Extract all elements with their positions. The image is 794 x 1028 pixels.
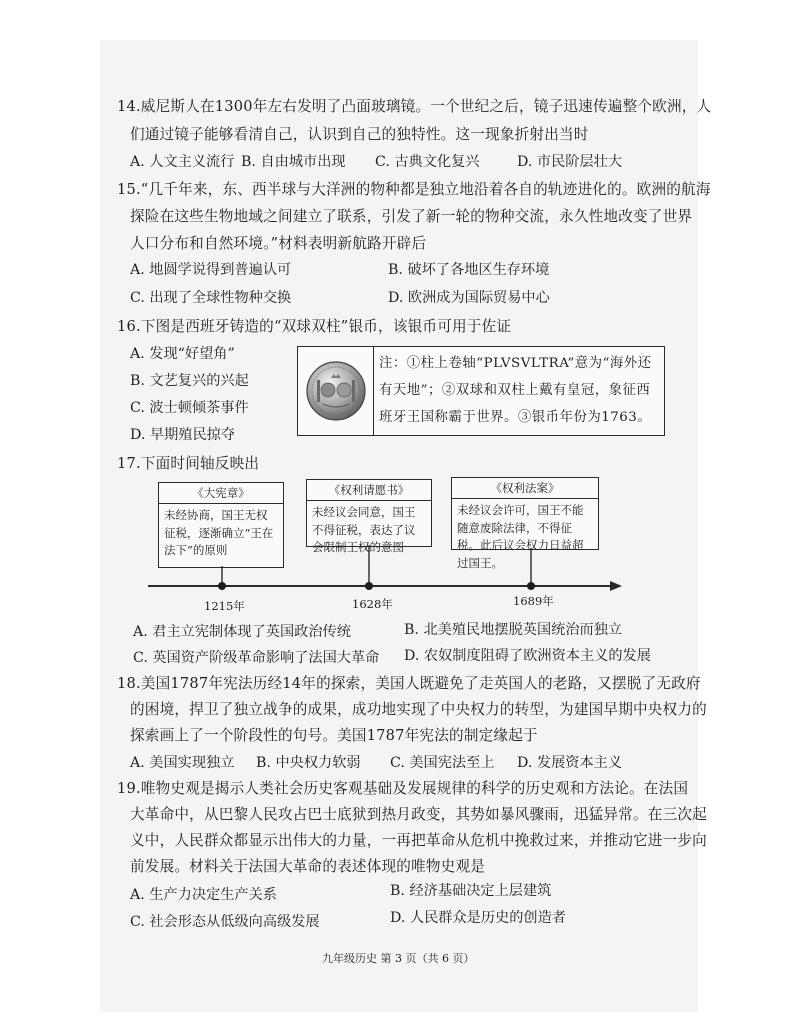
- q17-option-a: A. 君主立宪制体现了英国政治传统: [133, 624, 351, 640]
- timeline-box-body: 未经协商，国王无权征税，逐渐确立“王在法下”的原则: [164, 508, 274, 557]
- timeline-box-petition-of-right: [306, 479, 432, 554]
- q14-stem-line1: 14.威尼斯人在1300年左右发明了凸面玻璃镜。一个世纪之后，镜子迅速传遍整个欧洲，人: [117, 98, 712, 115]
- timeline-box-body: 未经议会许可，国王不能随意废除法律，不得征税。此后议会权力日益超过国王。: [457, 503, 584, 570]
- coin-note-box: [297, 346, 665, 436]
- timeline-box-title: 《大宪章》: [159, 483, 283, 504]
- q15-stem-line1: 15.“几千年来，东、西半球与大洋洲的物种都是独立地沿着各自的轨迹进化的。欧洲的航海: [117, 181, 711, 198]
- q15-stem-line2: 探险在这些生物地域之间建立了联系，引发了新一轮的物种交流，永久性地改变了世界: [130, 208, 693, 225]
- coin-note-text: 注：①柱上卷轴“PLVSVLTRA”意为“海外还有天地”；②双球和双柱上戴有皇冠，象征西班牙王国称霸于世界。③银币年份为1763。: [379, 356, 652, 425]
- q19-stem-line4: 前发展。材料关于法国大革命的表述体现的唯物史观是: [130, 858, 486, 875]
- silver-coin-image: [298, 347, 374, 435]
- timeline-axis: [140, 540, 625, 600]
- q16-option-d: D. 早期殖民掠夺: [130, 427, 236, 443]
- timeline-year-1689: 1689年: [513, 594, 554, 608]
- timeline-arrow-icon: [610, 581, 622, 591]
- timeline-point-1689: [527, 582, 535, 590]
- q19-stem-line3: 义中，人民群众都显示出伟大的力量，一再把革命从危机中挽救过来，并推动它进一步向: [130, 832, 707, 849]
- q16-option-a: A. 发现“好望角”: [130, 346, 235, 362]
- q19-option-b: B. 经济基础决定上层建筑: [390, 883, 552, 899]
- q14-option-c: C. 古典文化复兴: [375, 154, 480, 170]
- q17-option-c: C. 英国资产阶级革命影响了法国大革命: [133, 650, 380, 666]
- q18-option-c: C. 美国宪法至上: [390, 755, 495, 771]
- timeline-year-1215: 1215年: [204, 599, 245, 613]
- q15-option-a: A. 地圆学说得到普遍认可: [130, 262, 292, 278]
- page-footer: 九年级历史 第 3 页（共 6 页）: [322, 952, 475, 965]
- q15-stem-line3: 人口分布和自然环境。”材料表明新航路开辟后: [130, 235, 427, 252]
- q16-option-c: C. 波士顿倾茶事件: [130, 400, 249, 416]
- timeline-year-1628: 1628年: [352, 597, 393, 611]
- q15-option-d: D. 欧洲成为国际贸易中心: [388, 290, 550, 306]
- q18-stem-line2: 的困境，捍卫了独立战争的成果，成功地实现了中央权力的转型，为建国早期中央权力的: [130, 701, 707, 718]
- timeline-box-title: 《权利请愿书》: [307, 480, 431, 501]
- q19-option-a: A. 生产力决定生产关系: [130, 887, 277, 903]
- q17-option-d: D. 农奴制度阻碍了欧洲资本主义的发展: [404, 648, 651, 664]
- timeline-box-body: 未经议会同意，国王不得征税，表达了议会限制王权的意图: [312, 505, 416, 554]
- q19-option-d: D. 人民群众是历史的创造者: [390, 910, 566, 926]
- q14-option-b: B. 自由城市出现: [241, 154, 346, 170]
- q16-stem: 16.下图是西班牙铸造的“双球双柱”银币，该银币可用于佐证: [117, 318, 512, 335]
- timeline-point-1628: [365, 582, 373, 590]
- q14-stem-line2: 们通过镜子能够看清自己，认识到自己的独特性。这一现象折射出当时: [130, 126, 589, 143]
- q16-option-b: B. 文艺复兴的兴起: [130, 373, 249, 389]
- q14-option-a: A. 人文主义流行: [130, 154, 235, 170]
- q17-option-b: B. 北美殖民地摆脱英国统治而独立: [404, 622, 623, 638]
- q18-option-d: D. 发展资本主义: [517, 755, 623, 771]
- q18-option-b: B. 中央权力软弱: [256, 755, 361, 771]
- silver-coin-icon: [305, 360, 367, 422]
- q18-option-a: A. 美国实现独立: [130, 755, 235, 771]
- q17-stem: 17.下面时间轴反映出: [117, 455, 260, 472]
- q19-option-c: C. 社会形态从低级向高级发展: [130, 914, 320, 930]
- q14-option-d: D. 市民阶层壮大: [517, 154, 623, 170]
- timeline-point-1215: [218, 582, 226, 590]
- q18-stem-line1: 18.美国1787年宪法历经14年的探索，美国人既避免了走英国人的老路，又摆脱了无政府: [117, 675, 701, 692]
- timeline-box-title: 《权利法案》: [452, 478, 598, 499]
- q18-stem-line3: 探索画上了一个阶段性的句号。美国1787年宪法的制定缘起于: [130, 727, 538, 744]
- q19-stem-line1: 19.唯物史观是揭示人类社会历史客观基础及发展规律的科学的历史观和方法论。在法国: [117, 780, 689, 797]
- q15-option-c: C. 出现了全球性物种交换: [130, 290, 292, 306]
- q15-option-b: B. 破坏了各地区生存环境: [388, 262, 550, 278]
- q19-stem-line2: 大革命中，从巴黎人民攻占巴士底狱到热月政变，其势如暴风骤雨，迅猛异常。在三次起: [130, 806, 707, 823]
